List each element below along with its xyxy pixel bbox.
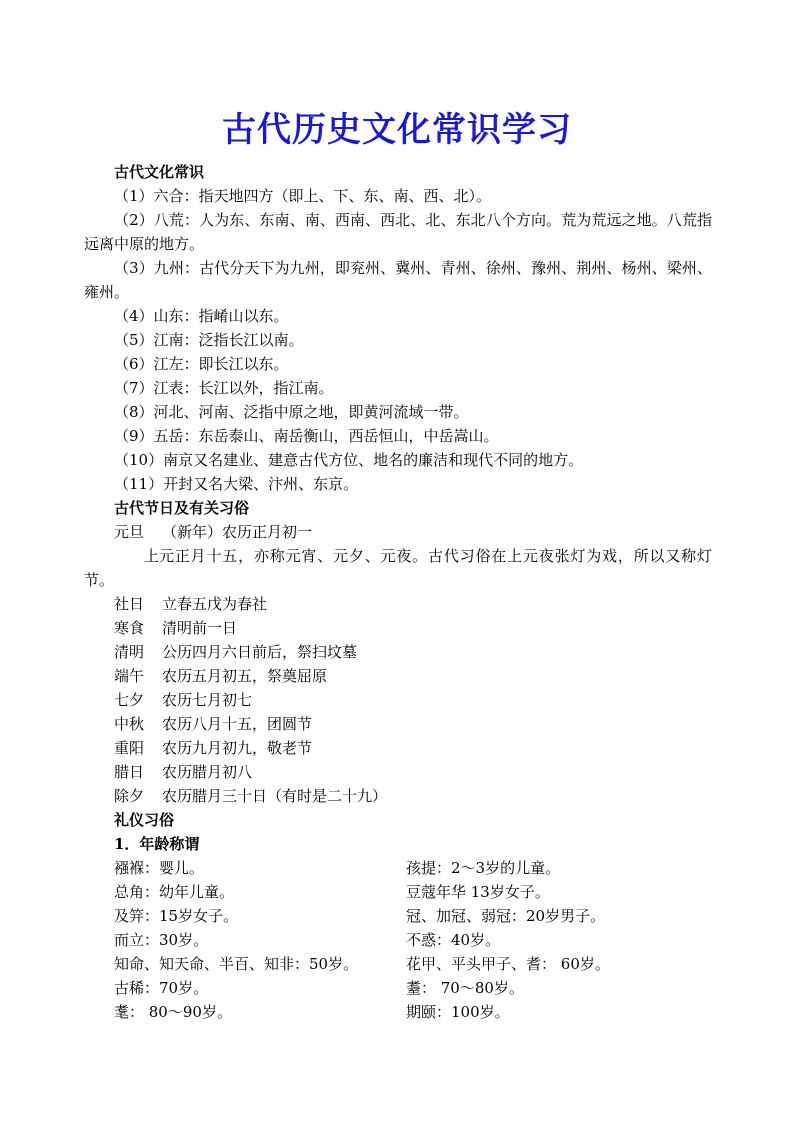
age-term-left: 而立：30岁。 xyxy=(114,931,209,949)
festival-name: 社日 xyxy=(114,595,145,613)
section-heading-etiquette: 礼仪习俗 xyxy=(114,811,175,829)
age-term-right: 豆蔻年华 13岁女子。 xyxy=(406,883,550,901)
culture-item: （9）五岳：东岳泰山、南岳衡山，西岳恒山，中岳嵩山。 xyxy=(114,427,499,445)
age-term-left: 总角：幼年儿童。 xyxy=(114,883,235,901)
age-term-left: 知命、知天命、半百、知非：50岁。 xyxy=(114,955,359,973)
festival-desc: 公历四月六日前后，祭扫坟墓 xyxy=(162,643,358,661)
festival-name: 清明 xyxy=(114,643,145,661)
age-term-right: 孩提：2～3岁的儿童。 xyxy=(406,859,561,877)
age-term-right: 期颐：100岁。 xyxy=(406,1003,510,1021)
culture-item: （7）江表：长江以外，指江南。 xyxy=(114,379,334,397)
culture-item: （8）河北、河南、泛指中原之地，即黄河流域一带。 xyxy=(114,403,469,421)
festival-name: 上元 xyxy=(144,547,175,565)
festival-desc: （新年）农历正月初一 xyxy=(162,523,313,541)
age-term-row xyxy=(84,976,712,1000)
festival-name: 腊日 xyxy=(114,763,145,781)
festival-name: 重阳 xyxy=(114,739,145,757)
festival-name: 寒食 xyxy=(114,619,145,637)
festival-desc: 农历腊月初八 xyxy=(162,763,253,781)
age-term-right: 耋： 70～80岁。 xyxy=(406,979,524,997)
festival-item xyxy=(84,544,712,592)
age-term-row xyxy=(84,904,712,928)
festival-desc: 立春五戊为春社 xyxy=(162,595,268,613)
culture-item: （1）六合：指天地四方（即上、下、东、南、西、北）。 xyxy=(114,187,492,205)
age-term-right: 冠、加冠、弱冠：20岁男子。 xyxy=(406,907,606,925)
culture-item: （6）江左：即长江以东。 xyxy=(114,355,289,373)
culture-item: （11）开封又名大梁、汴州、东京。 xyxy=(114,475,359,493)
age-term-row xyxy=(84,880,712,904)
section-heading-culture: 古代文化常识 xyxy=(114,163,205,181)
festival-desc: 农历八月十五，团圆节 xyxy=(162,715,313,733)
festival-desc: 农历七月初七 xyxy=(162,691,253,709)
festival-name: 端午 xyxy=(114,667,145,685)
page-title: 古代历史文化常识学习 xyxy=(222,110,572,150)
festival-desc: 农历九月初九，敬老节 xyxy=(162,739,313,757)
festival-item xyxy=(84,712,712,736)
culture-item: （3）九州：古代分天下为九州，即兖州、冀州、青州、徐州、豫州、荆州、杨州、梁州、雍州。 xyxy=(84,259,712,301)
subheading-age-terms: 1．年龄称谓 xyxy=(114,835,200,853)
festival-desc: 正月十五，亦称元宵、元夕、元夜。古代习俗在上元夜张灯为戏，所以又称灯节。 xyxy=(84,547,712,589)
age-term-row xyxy=(84,928,712,952)
festival-desc: 清明前一日 xyxy=(162,619,238,637)
festival-name: 七夕 xyxy=(114,691,145,709)
age-term-row xyxy=(84,856,712,880)
age-term-left: 耄： 80～90岁。 xyxy=(114,1003,232,1021)
culture-item: （2）八荒：人为东、东南、南、西南、西北、北、东北八个方向。荒为荒远之地。八荒指远离中原的地方。 xyxy=(84,211,712,253)
section-heading-festivals: 古代节日及有关习俗 xyxy=(114,499,250,517)
culture-item: （5）江南：泛指长江以南。 xyxy=(114,331,304,349)
document-body xyxy=(84,160,712,1024)
festival-item xyxy=(84,736,712,760)
age-term-left: 襁褓：婴儿。 xyxy=(114,859,205,877)
age-term-left: 古稀：70岁。 xyxy=(114,979,209,997)
festival-name: 元旦 xyxy=(114,523,145,541)
age-term-row xyxy=(84,1000,712,1024)
age-term-left: 及笄：15岁女子。 xyxy=(114,907,239,925)
culture-item: （4）山东：指崤山以东。 xyxy=(114,307,289,325)
festival-desc: 农历五月初五，祭奠屈原 xyxy=(162,667,328,685)
festival-name: 中秋 xyxy=(114,715,145,733)
age-term-row xyxy=(84,952,712,976)
festival-item xyxy=(84,520,712,544)
festival-item xyxy=(84,592,712,616)
festival-item xyxy=(84,664,712,688)
festival-item xyxy=(84,760,712,784)
festival-item xyxy=(84,640,712,664)
festival-desc: 农历腊月三十日（有时是二十九） xyxy=(162,787,388,805)
age-term-right: 花甲、平头甲子、耆： 60岁。 xyxy=(406,955,610,973)
festival-name: 除夕 xyxy=(114,787,145,805)
festival-item xyxy=(84,784,712,808)
culture-item: （10）南京又名建业、建意古代方位、地名的廉洁和现代不同的地方。 xyxy=(114,451,584,469)
festival-item xyxy=(84,688,712,712)
age-term-right: 不惑：40岁。 xyxy=(406,931,501,949)
festival-item xyxy=(84,616,712,640)
